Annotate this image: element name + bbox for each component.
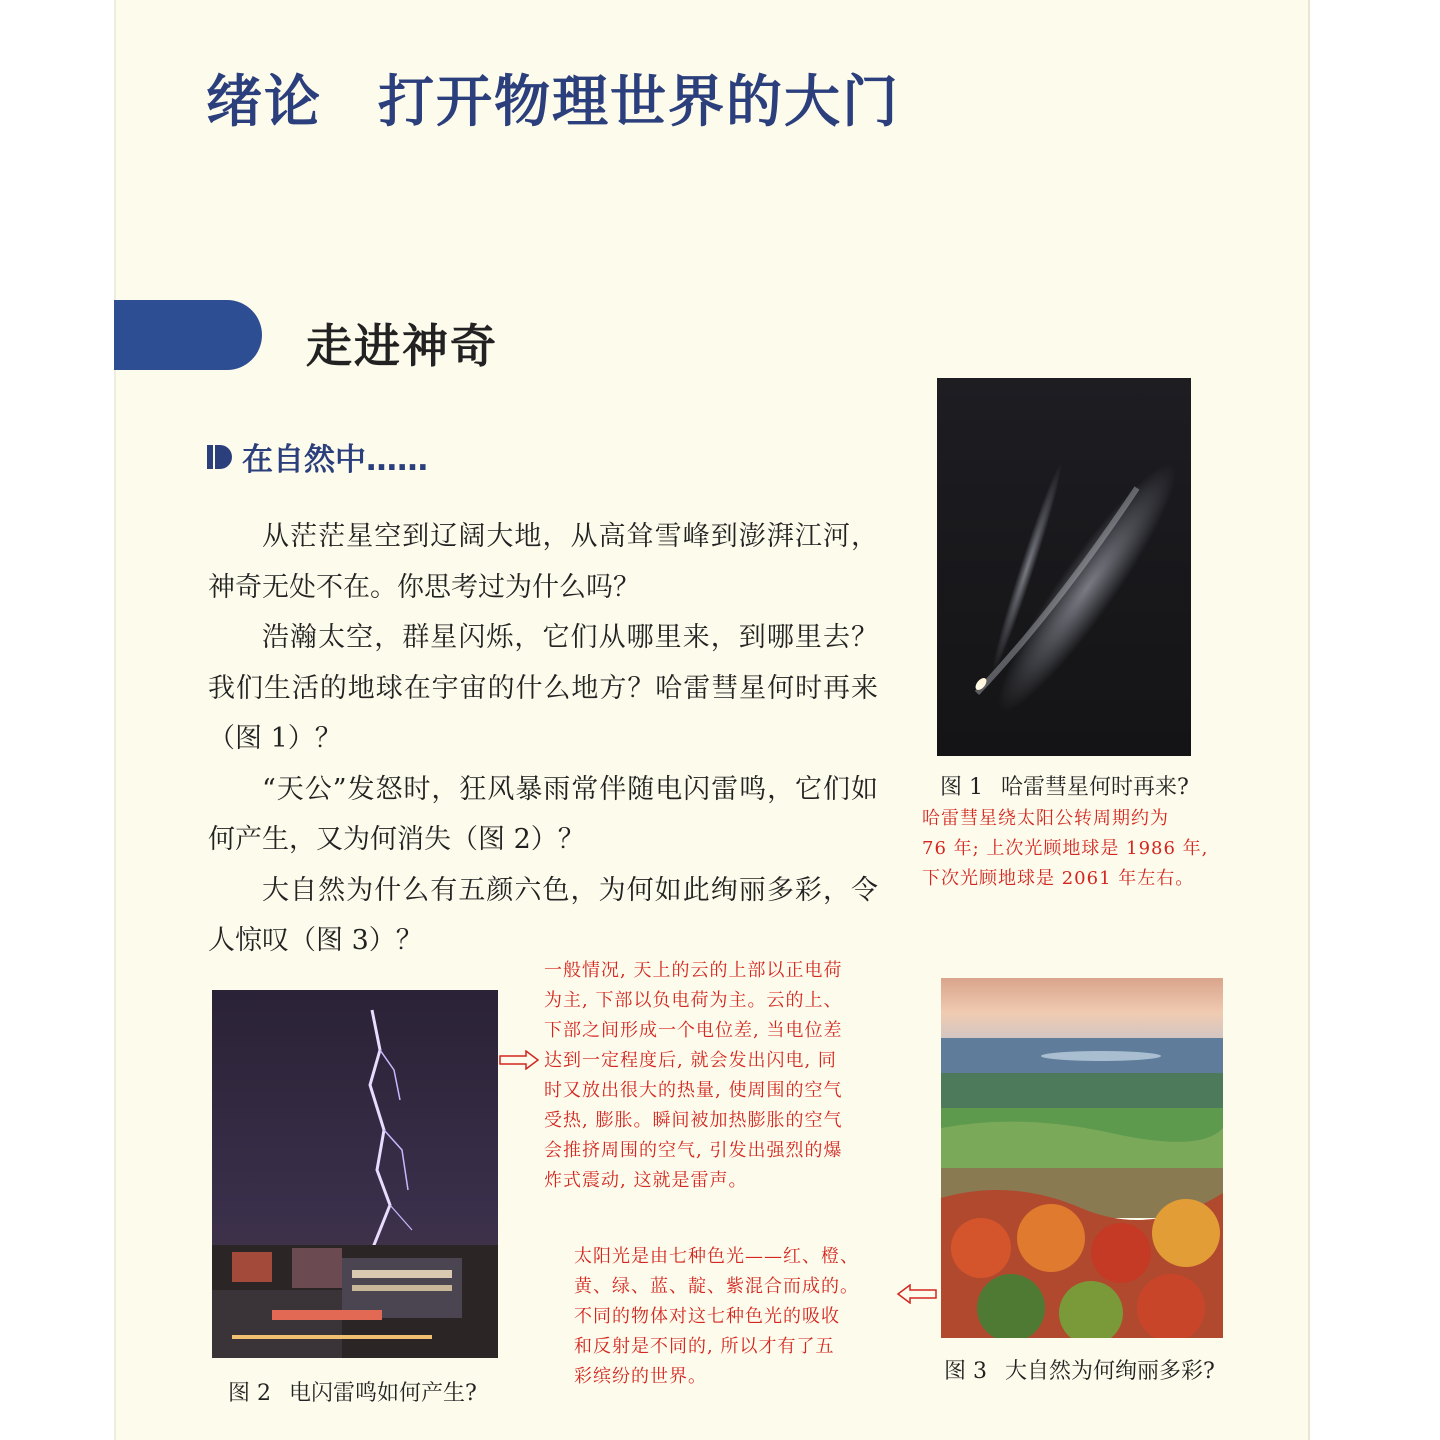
section-title: 走进神奇 <box>306 319 498 373</box>
figure-3-caption <box>944 1354 1215 1385</box>
section-marker-pill <box>114 300 262 370</box>
subheading <box>206 434 428 479</box>
figure-number: 图 3 <box>944 1359 987 1384</box>
comet-photo <box>937 378 1191 756</box>
subheading-marker-icon <box>206 443 234 471</box>
paragraph: 大自然为什么有五颜六色，为何如此绚丽多彩，令人惊叹（图 3）？ <box>208 874 878 956</box>
landscape-photo <box>941 978 1223 1338</box>
body-text <box>208 512 878 967</box>
chapter-title-text: 打开物理世界的大门 <box>378 70 900 135</box>
figure-caption-text: 电闪雷鸣如何产生? <box>289 1381 477 1406</box>
note-line: 炸式震动, 这就是雷声。 <box>544 1170 748 1191</box>
note-line: 达到一定程度后, 就会发出闪电, 同 <box>544 1050 837 1071</box>
figure-caption-text: 哈雷彗星何时再来? <box>1001 775 1189 800</box>
color-note <box>574 1242 859 1392</box>
note-line: 下次光顾地球是 2061 年左右。 <box>922 868 1195 889</box>
paragraph: 从茫茫星空到辽阔大地，从高耸雪峰到澎湃江河，神奇无处不在。你思考过为什么吗？ <box>208 521 878 603</box>
note-line: 一般情况, 天上的云的上部以正电荷 <box>544 960 843 981</box>
note-line: 受热, 膨胀。瞬间被加热膨胀的空气 <box>544 1110 843 1131</box>
chapter-label: 绪论 <box>206 70 322 135</box>
note-line: 时又放出很大的热量, 使周围的空气 <box>544 1080 843 1101</box>
note-line: 太阳光是由七种色光——红、橙、 <box>574 1246 859 1267</box>
note-line: 彩缤纷的世界。 <box>574 1366 707 1387</box>
note-line: 76 年; 上次光顾地球是 1986 年, <box>922 838 1209 859</box>
note-line: 不同的物体对这七种色光的吸收 <box>574 1306 840 1327</box>
figure-1-caption <box>940 770 1189 801</box>
right-arrow-icon <box>498 1050 540 1070</box>
note-line: 下部之间形成一个电位差, 当电位差 <box>544 1020 843 1041</box>
note-line: 会推挤周围的空气, 引发出强烈的爆 <box>544 1140 843 1161</box>
lightning-note <box>544 956 842 1196</box>
left-arrow-icon <box>896 1284 938 1304</box>
note-line: 黄、绿、蓝、靛、紫混合而成的。 <box>574 1276 859 1297</box>
paragraph: 浩瀚太空，群星闪烁，它们从哪里来，到哪里去？我们生活的地球在宇宙的什么地方？哈雷彗星何时再来（图 1）？ <box>208 622 878 754</box>
subheading-text: 在自然中…… <box>242 442 428 478</box>
chapter-title <box>206 58 900 138</box>
comet-note <box>922 804 1208 894</box>
note-line: 为主, 下部以负电荷为主。云的上、 <box>544 990 843 1011</box>
lightning-photo <box>212 990 498 1358</box>
figure-number: 图 2 <box>228 1381 271 1406</box>
paragraph: “天公”发怒时，狂风暴雨常伴随电闪雷鸣，它们如何产生，又为何消失（图 2）？ <box>208 773 878 855</box>
figure-caption-text: 大自然为何绚丽多彩? <box>1005 1359 1215 1384</box>
note-line: 和反射是不同的, 所以才有了五 <box>574 1336 835 1357</box>
figure-2-caption <box>228 1376 477 1407</box>
figure-number: 图 1 <box>940 775 983 800</box>
note-line: 哈雷彗星绕太阳公转周期约为 <box>922 808 1169 829</box>
